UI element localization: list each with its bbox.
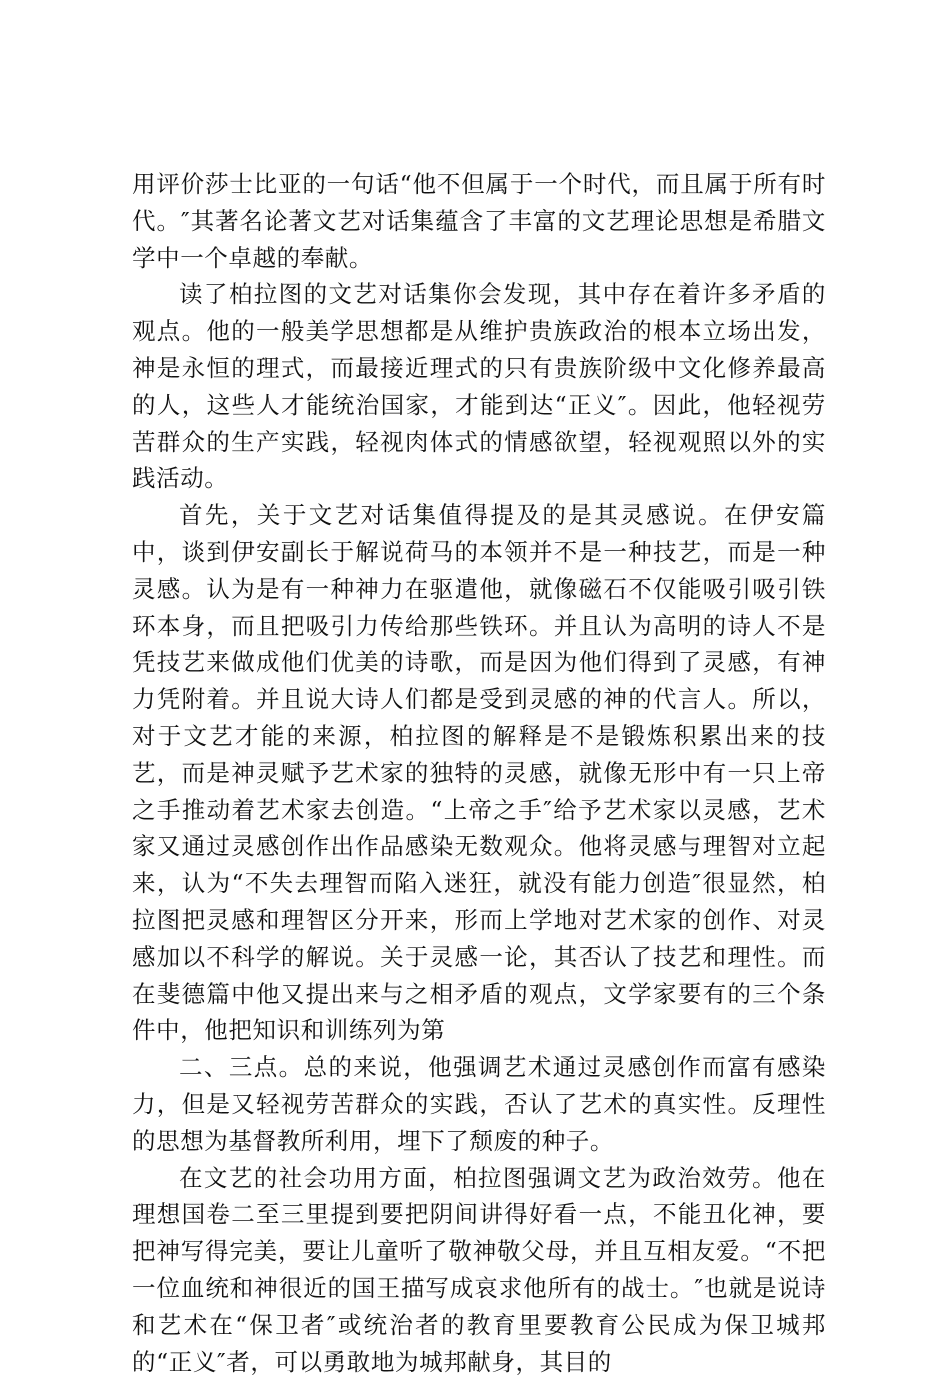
paragraph-inspiration-theory: 首先，关于文艺对话集值得提及的是其灵感说。在伊安篇中，谈到伊安副长于解说荷马的本领并不是一种技艺，而是一种灵感。认为是有一种神力在驱遣他，就像磁石不仅能吸引吸引铁环本身，而且把吸引力传给那些铁环。并且认为高明的诗人不是凭技艺来做成他们优美的诗歌，而是因为他们得到了灵感，有神力凭附着。并且说大诗人们都是受到灵感的神的代言人。所以，对于文艺才能的来源，柏拉图的解释是不是锻炼积累出来的技艺，而是神灵赋予艺术家的独特的灵感，就像无形中有一只上帝之手推动着艺术家去创造。“上帝之手″给予艺术家以灵感，艺术家又通过灵感创作出作品感染无数观众。他将灵感与理智对立起来，认为“不失去理智而陷入迷狂，就没有能力创造″很显然，柏拉图把灵感和理智区分开来，形而上学地对艺术家的创作、对灵感加以不科学的解说。关于灵感一论，其否认了技艺和理性。而在斐德篇中他又提出来与之相矛盾的观点，文学家要有的三个条件中，他把知识和训练列为第 xyxy=(132,501,826,1045)
paragraph-social-function: 在文艺的社会功用方面，柏拉图强调文艺为政治效劳。他在理想国卷二至三里提到要把阴间讲得好看一点，不能丑化神，要把神写得完美，要让儿童听了敬神敬父母，并且互相友爱。“不把一位血统和神很近的国王描写成哀求他所有的战士。″也就是说诗和艺术在“保卫者″或统治者的教育里要教育公民成为保卫城邦的“正义″者，可以勇敢地为城邦献身，其目的 xyxy=(132,1163,826,1376)
paragraph-contradictions: 读了柏拉图的文艺对话集你会发现，其中存在着许多矛盾的观点。他的一般美学思想都是从维护贵族政治的根本立场出发，神是永恒的理式，而最接近理式的只有贵族阶级中文化修养最高的人，这些人才能统治国家，才能到达“正义″。因此，他轻视劳苦群众的生产实践，轻视肉体式的情感欲望，轻视观照以外的实践活动。 xyxy=(132,280,826,493)
document-body xyxy=(132,166,826,1380)
paragraph-inspiration-summary: 二、三点。总的来说，他强调艺术通过灵感创作而富有感染力，但是又轻视劳苦群众的实践，否认了艺术的真实性。反理性的思想为基督教所利用，埋下了颓废的种子。 xyxy=(132,1053,826,1155)
paragraph-continuation: 用评价莎士比亚的一句话“他不但属于一个时代，而且属于所有时代。″其著名论著文艺对话集蕴含了丰富的文艺理论思想是希腊文学中一个卓越的奉献。 xyxy=(132,170,826,272)
